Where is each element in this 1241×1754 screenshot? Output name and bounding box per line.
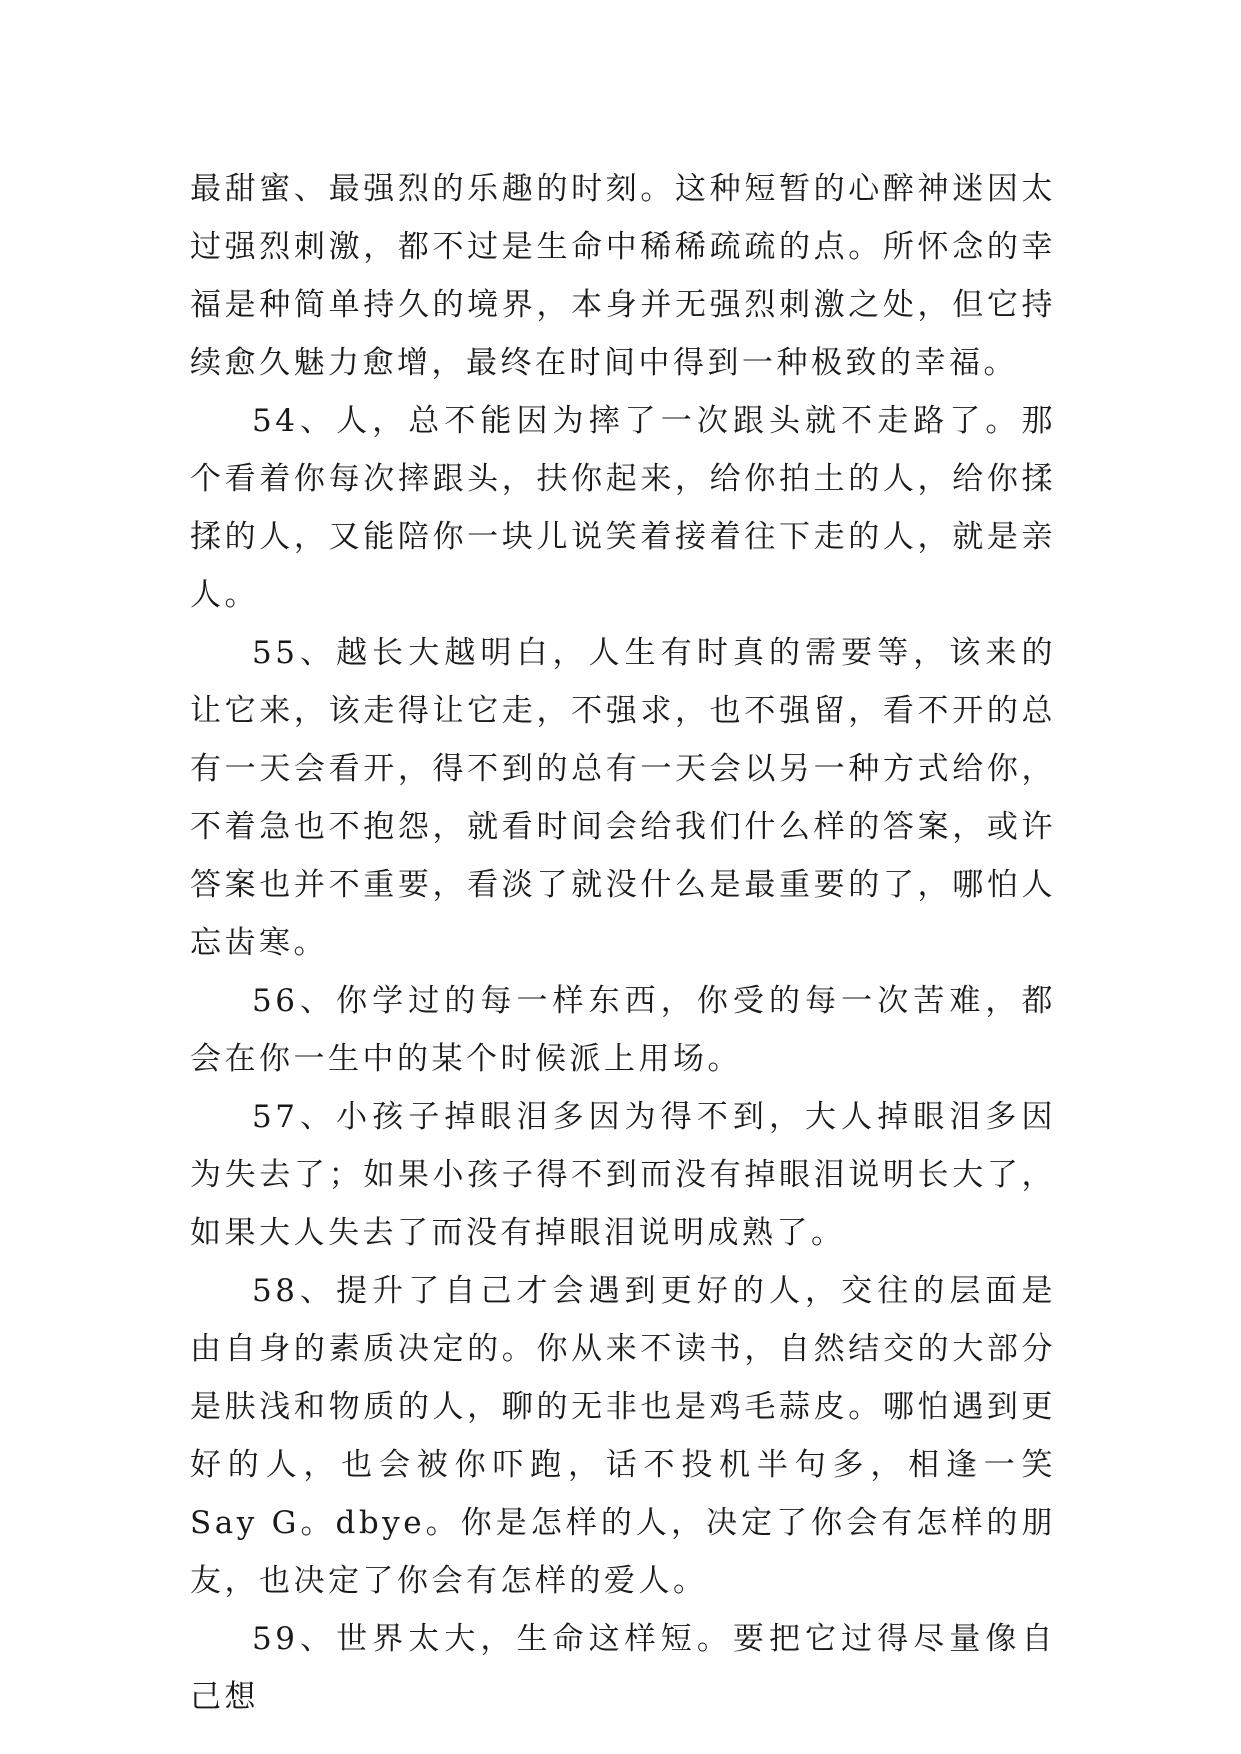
- paragraph-57: 57、小孩子掉眼泪多因为得不到，大人掉眼泪多因为失去了；如果小孩子得不到而没有掉眼泪说明长大了，如果大人失去了而没有掉眼泪说明成熟了。: [190, 1099, 1056, 1251]
- paragraph-58: 58、提升了自己才会遇到更好的人，交往的层面是由自身的素质决定的。你从来不读书，自然结交的大部分是肤浅和物质的人，聊的无非也是鸡毛蒜皮。哪怕遇到更好的人，也会被你吓跑，话不投机半句多，相逢一笑 Say G。dbye。你是怎样的人，决定了你会有怎样的朋友，也决定了你会有怎样的爱人。: [190, 1273, 1056, 1599]
- paragraph-continuation: 最甜蜜、最强烈的乐趣的时刻。这种短暂的心醉神迷因太过强烈刺激，都不过是生命中稀稀疏疏的点。所怀念的幸福是种简单持久的境界，本身并无强烈刺激之处，但它持续愈久魅力愈增，最终在时间中得到一种极致的幸福。: [190, 171, 1056, 381]
- paragraph-56: 56、你学过的每一样东西，你受的每一次苦难，都会在你一生中的某个时候派上用场。: [190, 983, 1056, 1077]
- paragraph-55: 55、越长大越明白，人生有时真的需要等，该来的让它来，该走得让它走，不强求，也不强留，看不开的总有一天会看开，得不到的总有一天会以另一种方式给你，不着急也不抱怨，就看时间会给我们什么样的答案，或许答案也并不重要，看淡了就没什么是最重要的了，哪怕人忘齿寒。: [190, 635, 1056, 961]
- document-body: [190, 160, 1056, 1726]
- paragraph-54: 54、人，总不能因为摔了一次跟头就不走路了。那个看着你每次摔跟头，扶你起来，给你拍土的人，给你揉揉的人，又能陪你一块儿说笑着接着往下走的人，就是亲人。: [190, 403, 1056, 613]
- paragraph-59: 59、世界太大，生命这样短。要把它过得尽量像自己想: [190, 1621, 1056, 1715]
